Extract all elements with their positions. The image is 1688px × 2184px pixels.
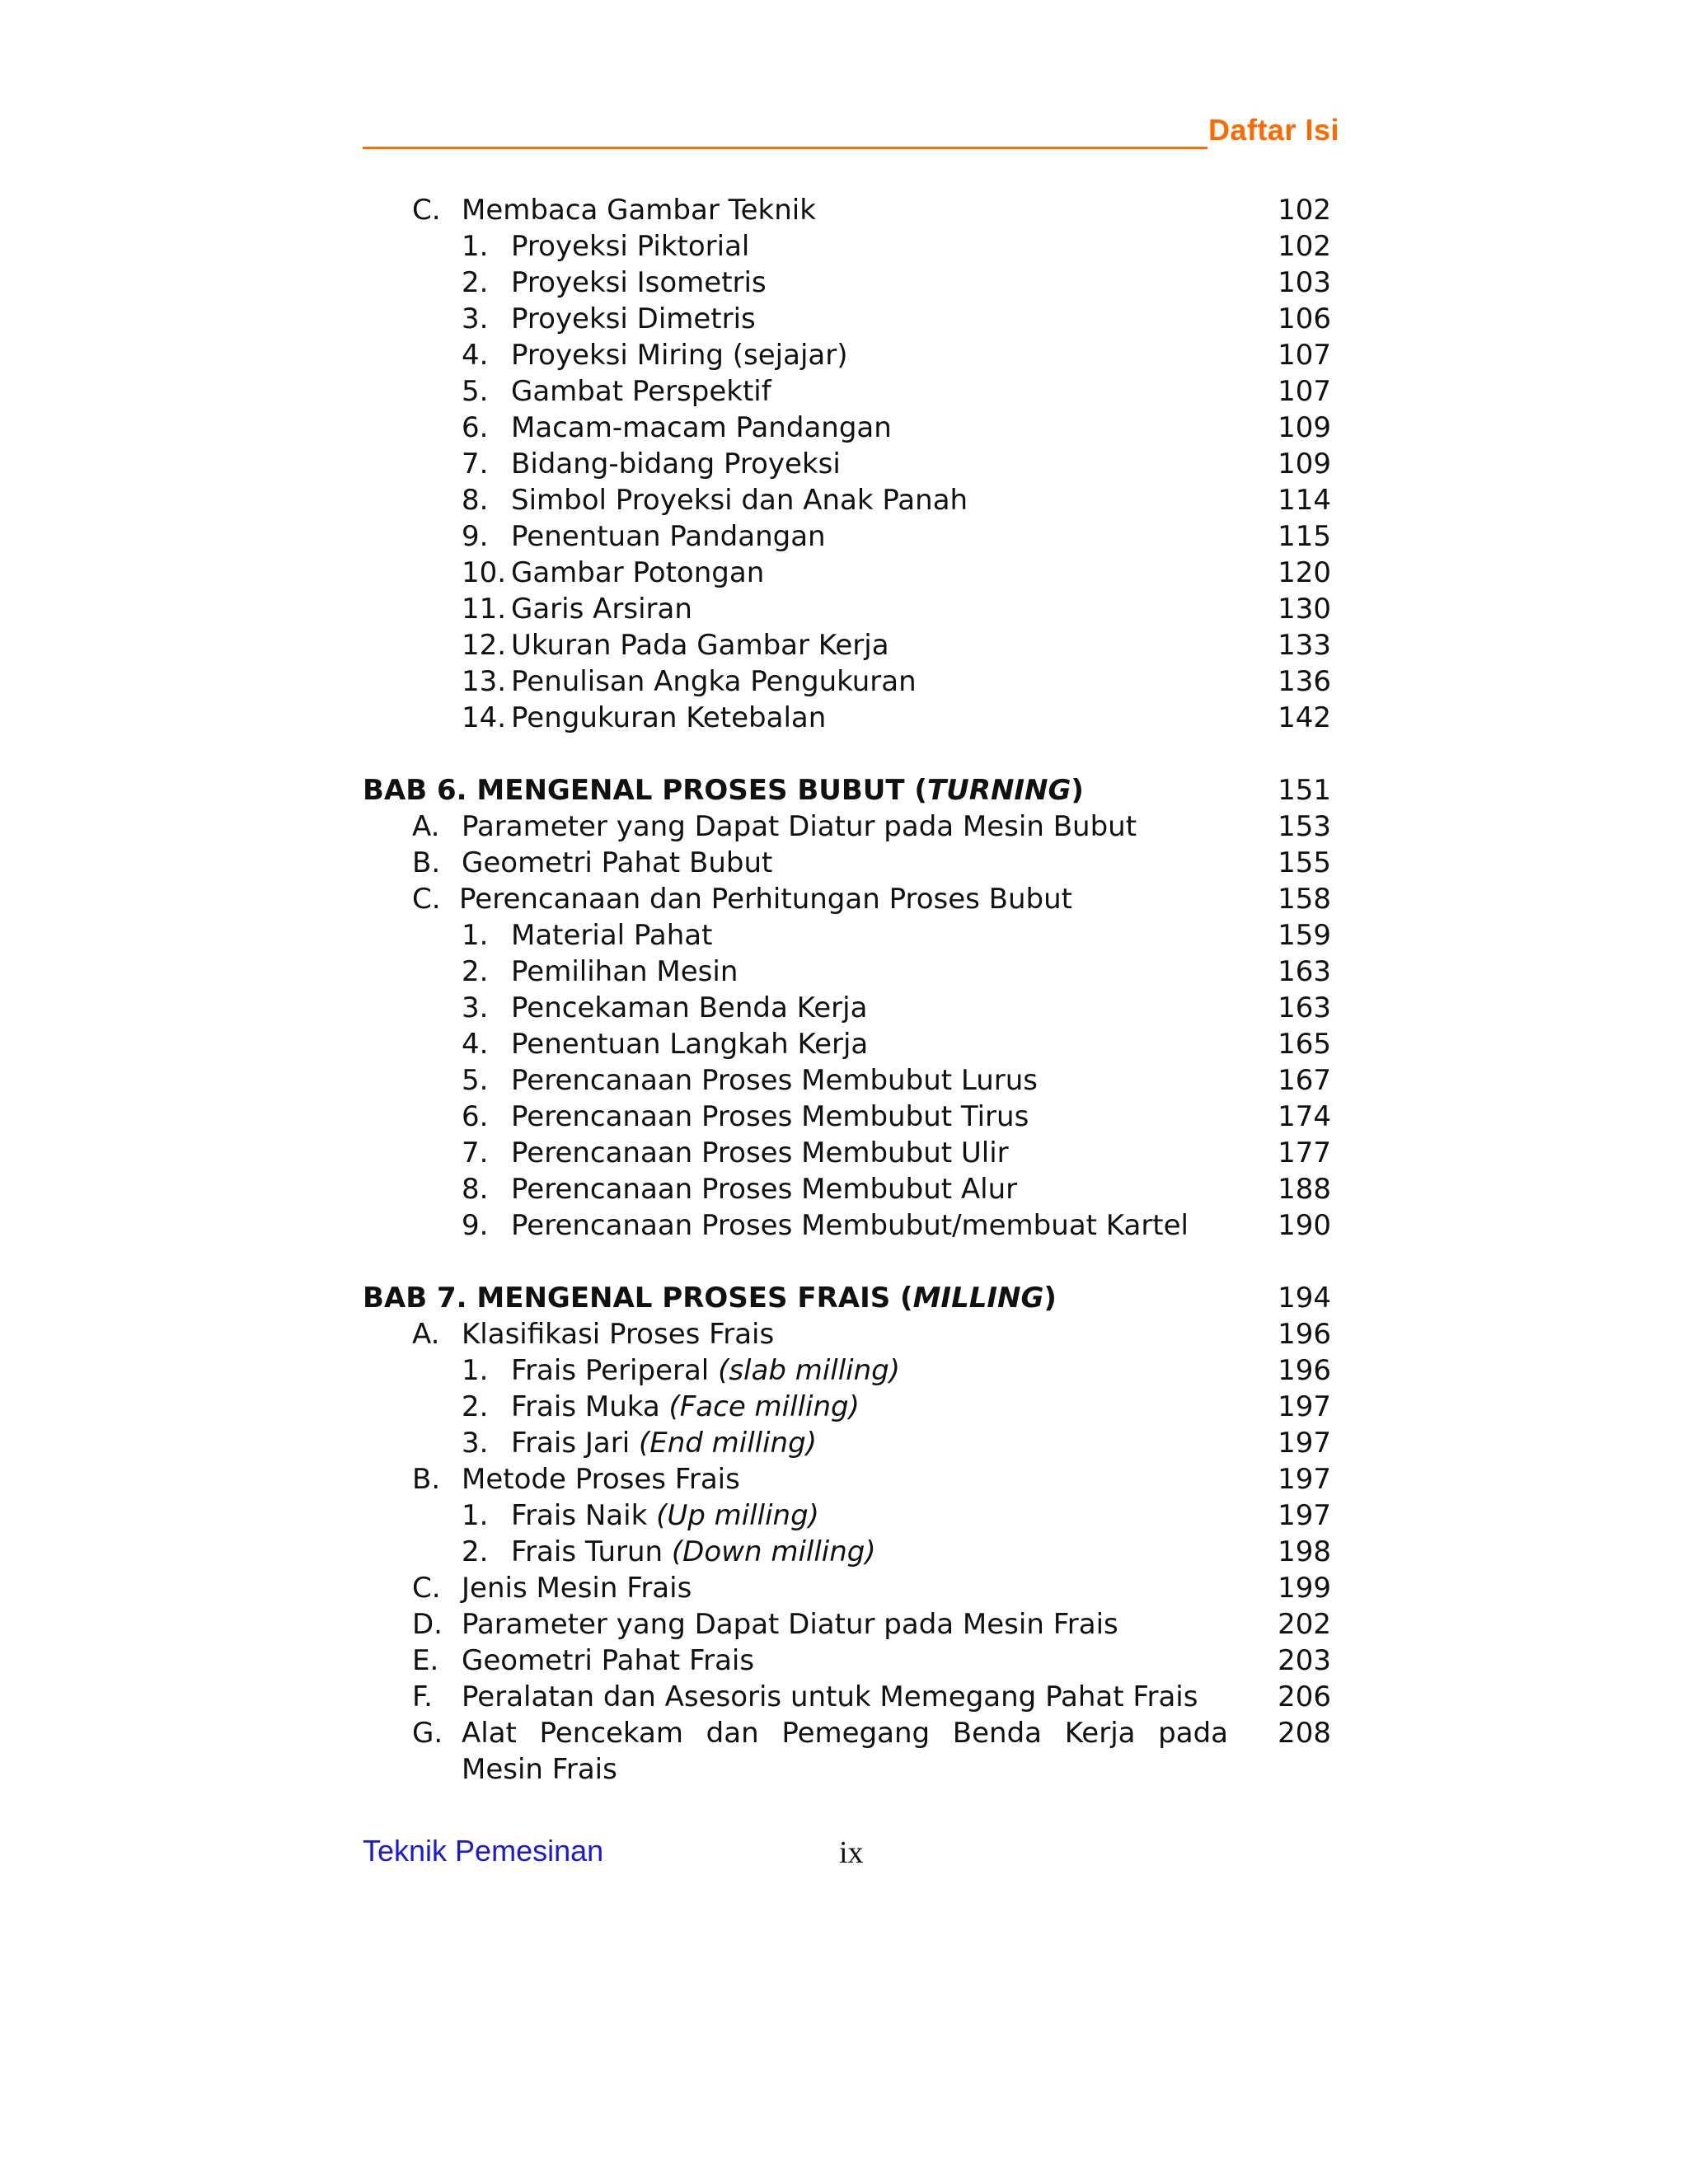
toc-entry-number: 11. <box>462 593 507 626</box>
toc-entry-page: 197 <box>1278 1427 1331 1460</box>
toc-entry[interactable] <box>363 1062 1339 1099</box>
toc-entry-number: 2. <box>462 266 489 299</box>
toc-entry-page: 114 <box>1278 484 1331 517</box>
toc-entry-page: 197 <box>1278 1463 1331 1496</box>
header-rule <box>363 147 1207 149</box>
page-header <box>363 111 1339 152</box>
toc-entry[interactable] <box>363 1099 1339 1135</box>
toc-entry-page: 208 <box>1278 1717 1331 1750</box>
toc-entry[interactable] <box>363 1207 1339 1244</box>
toc-entry-number: 1. <box>462 919 489 952</box>
toc-entry-page: 165 <box>1278 1028 1331 1061</box>
toc-entry[interactable] <box>363 663 1339 700</box>
toc-entry-title-italic: (Face milling) <box>668 1390 860 1423</box>
toc-chapter-6[interactable] <box>363 772 1339 808</box>
toc-entry-title: Simbol Proyeksi dan Anak Panah <box>511 484 968 517</box>
toc-entry-title: Perencanaan dan Perhitungan Proses Bubut <box>459 883 1072 916</box>
toc-entry-number: A. <box>412 1318 440 1351</box>
toc-entry-number: 3. <box>462 1427 489 1460</box>
toc-entry-title <box>511 1352 900 1389</box>
toc-entry[interactable] <box>363 1135 1339 1171</box>
toc-entry-title <box>511 1534 876 1570</box>
toc-entry-number: 6. <box>462 411 489 444</box>
toc-entry-title: Geometri Pahat Bubut <box>462 846 773 879</box>
toc-entry[interactable] <box>363 373 1339 410</box>
toc-entry-number: G. <box>412 1717 443 1750</box>
toc-entry-page: 199 <box>1278 1572 1331 1605</box>
toc-entry-title: Pengukuran Ketebalan <box>511 701 827 734</box>
toc-entry-page: 120 <box>1278 556 1331 589</box>
toc-entry-title: Parameter yang Dapat Diatur pada Mesin Bubut <box>462 810 1137 843</box>
toc-entry[interactable] <box>363 192 1339 228</box>
toc-entry-title: Proyeksi Dimetris <box>511 302 756 335</box>
toc-entry-title: Proyeksi Isometris <box>511 266 767 299</box>
toc-entry[interactable] <box>363 845 1339 881</box>
toc-entry-number: 3. <box>462 302 489 335</box>
toc-entry-number: E. <box>412 1644 439 1677</box>
toc-entry-page: 115 <box>1278 520 1331 553</box>
toc-entry-page: 158 <box>1278 883 1331 916</box>
toc-entry-page: 206 <box>1278 1680 1331 1713</box>
toc-entry[interactable] <box>363 1715 1339 1788</box>
toc-entry[interactable] <box>363 518 1339 555</box>
toc-entry-title: Garis Arsiran <box>511 593 692 626</box>
toc-entry-title-main: Frais Naik <box>511 1499 657 1532</box>
table-of-contents <box>363 192 1339 1788</box>
toc-entry-title: Bidang-bidang Proyeksi <box>511 448 841 480</box>
toc-entry[interactable] <box>363 1570 1339 1606</box>
toc-entry-title: Perencanaan Proses Membubut/membuat Kartel <box>511 1209 1189 1242</box>
toc-entry[interactable] <box>363 1389 1339 1425</box>
toc-entry-number: 2. <box>462 1390 489 1423</box>
toc-entry-page: 167 <box>1278 1064 1331 1097</box>
toc-entry-number: 2. <box>462 1535 489 1568</box>
footer-book-title: Teknik Pemesinan <box>363 1834 604 1868</box>
toc-entry-title: Ukuran Pada Gambar Kerja <box>511 629 889 662</box>
toc-entry-title: Jenis Mesin Frais <box>462 1572 692 1605</box>
toc-entry-page: 198 <box>1278 1535 1331 1568</box>
toc-entry-number: 6. <box>462 1100 489 1133</box>
toc-entry-number: 5. <box>462 1064 489 1097</box>
toc-entry-title-italic: (End milling) <box>638 1427 817 1460</box>
toc-entry-number: 1. <box>462 1499 489 1532</box>
toc-entry-page: 196 <box>1278 1318 1331 1351</box>
toc-entry-number: B. <box>412 846 441 879</box>
toc-entry-title-italic: (slab milling) <box>718 1354 901 1387</box>
toc-entry-page: 194 <box>1278 1282 1331 1315</box>
toc-entry-title: Perencanaan Proses Membubut Alur <box>511 1173 1018 1206</box>
toc-entry-title-main: Frais Jari <box>511 1427 639 1460</box>
toc-entry-title: Alat Pencekam dan Pemegang Benda Kerja pada Mesin Frais <box>462 1717 1228 1786</box>
toc-entry-title: Membaca Gambar Teknik <box>462 194 816 227</box>
toc-entry[interactable] <box>363 1352 1339 1389</box>
toc-entry-number: 8. <box>462 1173 489 1206</box>
toc-entry-page: 188 <box>1278 1173 1331 1206</box>
toc-entry-number: A. <box>412 810 440 843</box>
toc-entry-number: 9. <box>462 520 489 553</box>
toc-entry[interactable] <box>363 881 1339 917</box>
toc-entry-title: Proyeksi Miring (sejajar) <box>511 339 848 372</box>
toc-entry-page: 106 <box>1278 302 1331 335</box>
toc-entry[interactable] <box>363 410 1339 446</box>
toc-entry-title: Parameter yang Dapat Diatur pada Mesin Frais <box>462 1608 1118 1641</box>
toc-entry[interactable] <box>363 1534 1339 1570</box>
toc-entry[interactable] <box>363 482 1339 518</box>
toc-entry-number: 4. <box>462 1028 489 1061</box>
toc-entry-number: 5. <box>462 375 489 408</box>
toc-entry[interactable] <box>363 1461 1339 1497</box>
toc-entry[interactable] <box>363 1497 1339 1534</box>
toc-entry-number: F. <box>412 1680 433 1713</box>
toc-entry-number: 10. <box>462 556 507 589</box>
toc-entry-title: Penulisan Angka Pengukuran <box>511 665 917 698</box>
toc-entry-number: 14. <box>462 701 507 734</box>
toc-entry-number: B. <box>412 1463 441 1496</box>
toc-entry-number: D. <box>412 1608 443 1641</box>
toc-entry-number: 7. <box>462 1137 489 1169</box>
chapter-title-italic: TURNING <box>926 774 1071 807</box>
toc-entry[interactable] <box>363 954 1339 990</box>
toc-entry-page: 163 <box>1278 955 1331 988</box>
toc-entry-page: 203 <box>1278 1644 1331 1677</box>
toc-entry-number: 2. <box>462 955 489 988</box>
toc-entry-title: Penentuan Langkah Kerja <box>511 1028 869 1061</box>
toc-entry-title: Peralatan dan Asesoris untuk Memegang Pahat Frais <box>462 1680 1198 1713</box>
toc-entry-number: 1. <box>462 1354 489 1387</box>
toc-entry-number: C. <box>412 194 441 227</box>
toc-entry-title: Klasifikasi Proses Frais <box>462 1318 775 1351</box>
toc-entry-title-main: Frais Periperal <box>511 1354 719 1387</box>
toc-entry-title: Perencanaan Proses Membubut Ulir <box>511 1137 1009 1169</box>
toc-entry-title: Penentuan Pandangan <box>511 520 826 553</box>
toc-entry-page: 159 <box>1278 919 1331 952</box>
toc-entry-page: 130 <box>1278 593 1331 626</box>
toc-entry-number: 12. <box>462 629 507 662</box>
toc-entry-page: 197 <box>1278 1390 1331 1423</box>
toc-entry-page: 155 <box>1278 846 1331 879</box>
toc-entry-page: 102 <box>1278 230 1331 263</box>
toc-entry[interactable] <box>363 700 1339 736</box>
toc-entry-page: 107 <box>1278 375 1331 408</box>
toc-entry-title-main: Frais Turun <box>511 1535 672 1568</box>
toc-entry[interactable] <box>363 228 1339 265</box>
toc-entry-title <box>511 1389 860 1425</box>
toc-entry-title: Material Pahat <box>511 919 713 952</box>
toc-entry-title: Gambat Perspektif <box>511 375 771 408</box>
toc-chapter-title <box>363 1280 1057 1316</box>
toc-entry-number: 1. <box>462 230 489 263</box>
toc-entry[interactable] <box>363 1026 1339 1062</box>
toc-entry[interactable] <box>363 591 1339 627</box>
toc-entry-page: 197 <box>1278 1499 1331 1532</box>
toc-entry[interactable] <box>363 1606 1339 1643</box>
toc-entry[interactable] <box>363 555 1339 591</box>
toc-entry-page: 151 <box>1278 774 1331 807</box>
toc-entry-page: 102 <box>1278 194 1331 227</box>
toc-entry[interactable] <box>363 446 1339 482</box>
toc-entry-title: Perencanaan Proses Membubut Lurus <box>511 1064 1039 1097</box>
toc-entry-number: 7. <box>462 448 489 480</box>
toc-entry-title-italic: (Down milling) <box>671 1535 876 1568</box>
footer-page-number: ix <box>839 1835 864 1870</box>
chapter-title-prefix: BAB 6. MENGENAL PROSES BUBUT ( <box>363 774 927 807</box>
header-title: Daftar Isi <box>1207 113 1339 147</box>
toc-entry-title: Perencanaan Proses Membubut Tirus <box>511 1100 1029 1133</box>
toc-entry-page: 163 <box>1278 991 1331 1024</box>
toc-entry[interactable] <box>363 1643 1339 1679</box>
toc-entry[interactable] <box>363 301 1339 337</box>
toc-entry-number: 8. <box>462 484 489 517</box>
toc-entry-page: 202 <box>1278 1608 1331 1641</box>
toc-entry-page: 196 <box>1278 1354 1331 1387</box>
toc-entry-title: Proyeksi Piktorial <box>511 230 750 263</box>
toc-entry-page: 109 <box>1278 411 1331 444</box>
toc-entry[interactable] <box>363 1316 1339 1352</box>
toc-entry-page: 136 <box>1278 665 1331 698</box>
toc-entry-page: 109 <box>1278 448 1331 480</box>
toc-entry-title-main: Frais Muka <box>511 1390 669 1423</box>
toc-entry[interactable] <box>363 917 1339 954</box>
toc-entry[interactable] <box>363 1171 1339 1207</box>
toc-entry-number: 9. <box>462 1209 489 1242</box>
toc-entry[interactable] <box>363 1425 1339 1461</box>
toc-entry-title: Macam-macam Pandangan <box>511 411 892 444</box>
toc-entry-number: 3. <box>462 991 489 1024</box>
toc-entry-page: 153 <box>1278 810 1331 843</box>
toc-entry[interactable] <box>363 1679 1339 1715</box>
toc-entry-number: C. <box>412 1572 441 1605</box>
toc-entry-page: 133 <box>1278 629 1331 662</box>
toc-entry-title-italic: (Up milling) <box>656 1499 819 1532</box>
toc-entry-title: Pemilihan Mesin <box>511 955 738 988</box>
toc-entry-number: C. <box>412 883 441 916</box>
toc-entry-title: Gambar Potongan <box>511 556 765 589</box>
toc-entry-number: 13. <box>462 665 507 698</box>
toc-entry-title: Pencekaman Benda Kerja <box>511 991 868 1024</box>
chapter-title-italic: MILLING <box>912 1282 1044 1315</box>
toc-entry-title: Metode Proses Frais <box>462 1463 740 1496</box>
toc-entry[interactable] <box>363 808 1339 845</box>
toc-entry[interactable] <box>363 627 1339 663</box>
chapter-title-prefix: BAB 7. MENGENAL PROSES FRAIS ( <box>363 1282 913 1315</box>
chapter-title-suffix: ) <box>1071 774 1084 807</box>
toc-entry-title <box>511 1425 817 1461</box>
toc-entry-page: 174 <box>1278 1100 1331 1133</box>
toc-entry-title <box>511 1497 819 1534</box>
toc-entry-page: 190 <box>1278 1209 1331 1242</box>
toc-entry[interactable] <box>363 265 1339 301</box>
toc-entry-number: 4. <box>462 339 489 372</box>
toc-entry-page: 103 <box>1278 266 1331 299</box>
toc-entry-page: 142 <box>1278 701 1331 734</box>
toc-entry-title: Geometri Pahat Frais <box>462 1644 755 1677</box>
toc-entry[interactable] <box>363 337 1339 373</box>
chapter-title-suffix: ) <box>1043 1282 1057 1315</box>
toc-chapter-title <box>363 772 1084 808</box>
toc-entry-page: 107 <box>1278 339 1331 372</box>
toc-chapter-7[interactable] <box>363 1280 1339 1316</box>
toc-entry-page: 177 <box>1278 1137 1331 1169</box>
toc-entry[interactable] <box>363 990 1339 1026</box>
